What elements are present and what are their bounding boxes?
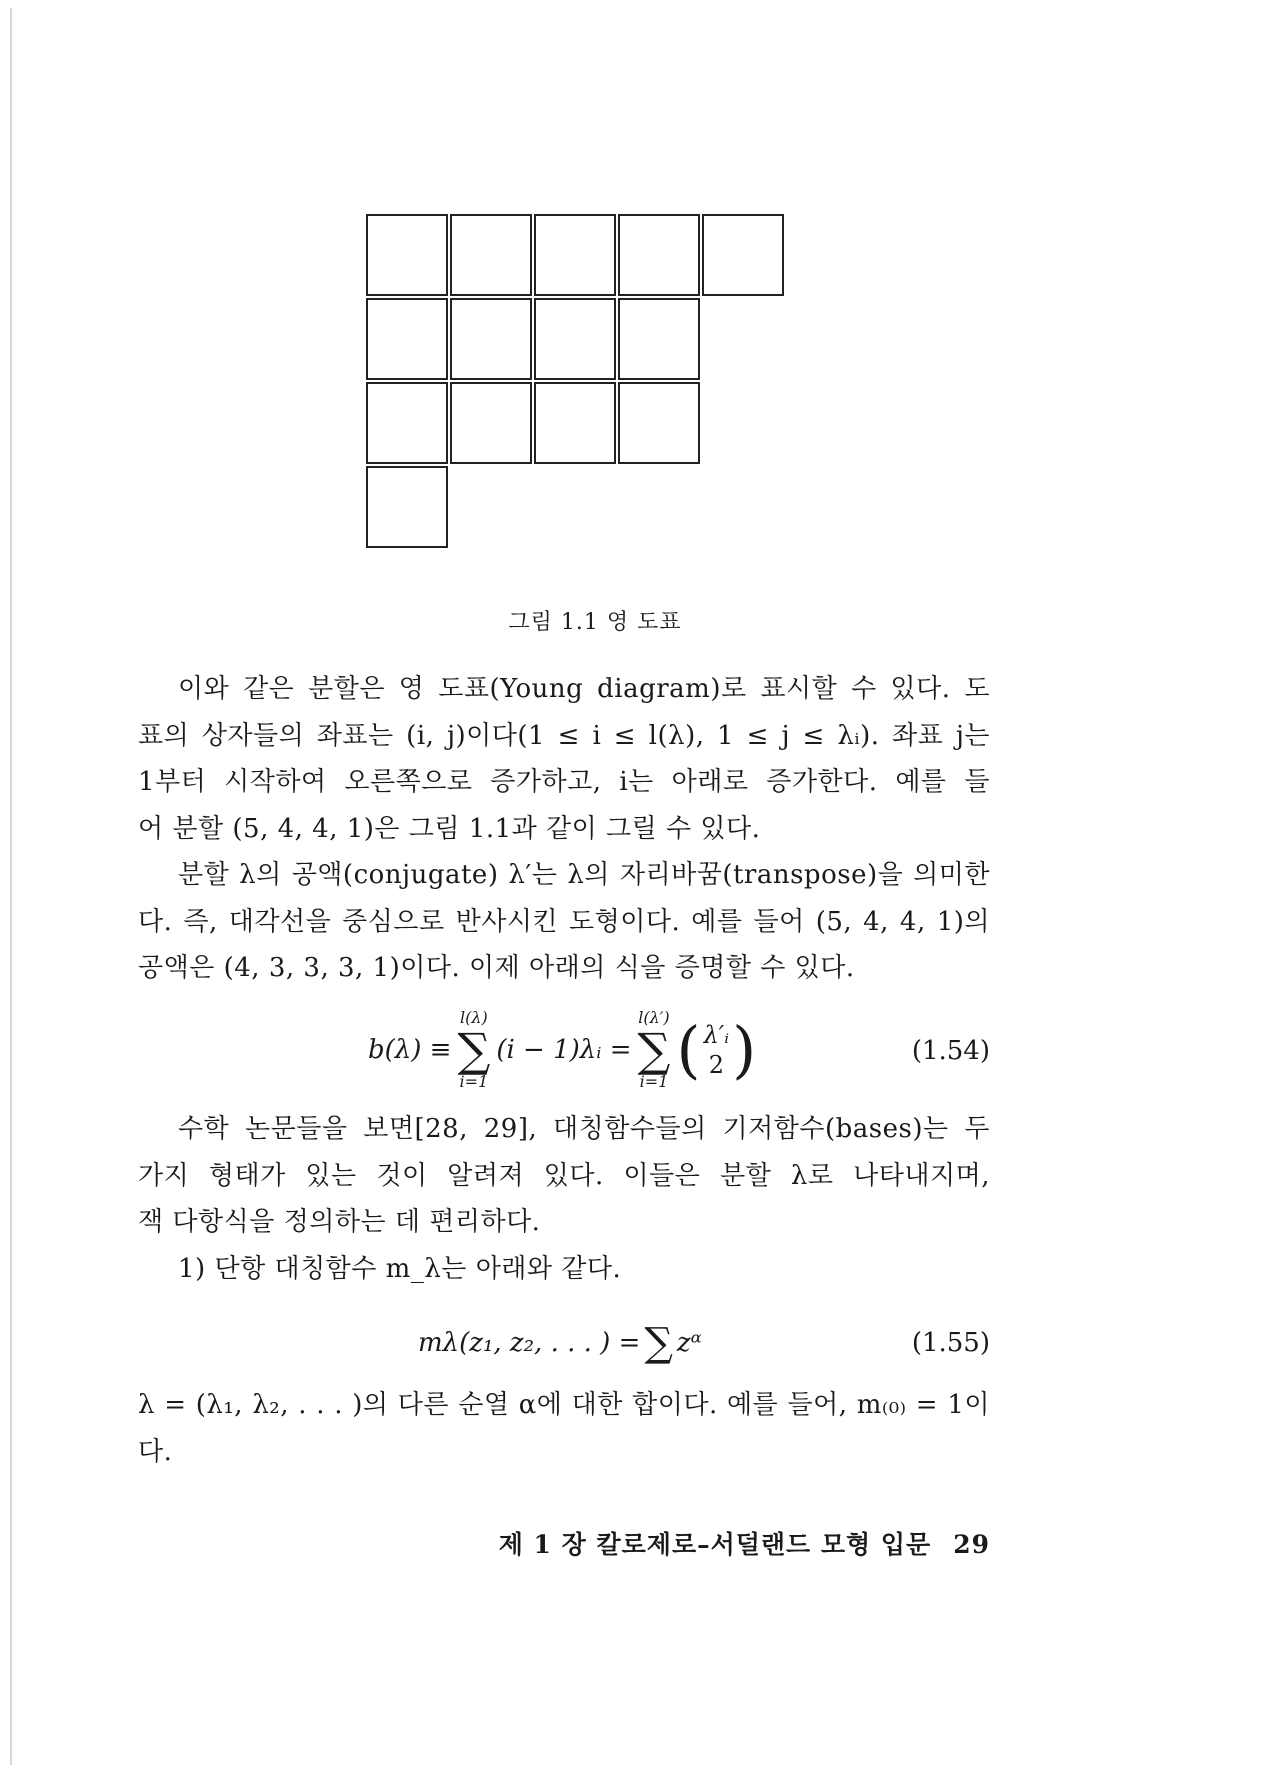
equation-1-54 [138,1000,990,1100]
text-line: 분할 λ의 공액(conjugate) λ′는 λ의 자리바꿈(transpose)을 의미한 [178,860,990,890]
equation-body [418,1318,702,1368]
binomial-bottom: 2 [708,1051,724,1079]
sum-lower-limit: i=1 [639,1072,669,1091]
sigma-icon: ∑ [644,1320,673,1366]
paragraph-sum-description [138,1382,990,1475]
paragraph-conjugate [138,852,990,992]
diagram-cell [366,466,448,548]
diagram-cell [534,298,616,380]
text-line: 다. [138,1436,173,1467]
diagram-cell [450,298,532,380]
eq-rhs: zᵅ [676,1328,702,1358]
sum-lower-limit: i=1 [459,1072,489,1091]
diagram-cell [534,382,616,464]
eq-lhs: mλ(z₁, z₂, . . . ) = [418,1328,641,1358]
summation [638,1009,671,1091]
diagram-cell [618,382,700,464]
diagram-cell [366,298,448,380]
binomial-top: λ′ᵢ [703,1021,730,1049]
diagram-cell [618,214,700,296]
right-paren-icon: ) [732,1013,757,1086]
eq-lhs: b(λ) ≡ [368,1035,452,1065]
text-line: λ = (λ₁, λ₂, . . . )의 다른 순열 α에 대한 합이다. 예를 들어, m₍₀₎ = 1이 [138,1390,990,1420]
equation-number: (1.55) [911,1328,990,1358]
diagram-cell [618,298,700,380]
text-line: 1부터 시작하여 오른쪽으로 증가하고, i는 아래로 증가한다. 예를 들 [138,767,990,797]
text-line: 어 분할 (5, 4, 4, 1)은 그림 1.1과 같이 그릴 수 있다. [138,813,761,844]
page-footer [138,1525,990,1561]
diagram-cell [450,214,532,296]
equation-number: (1.54) [911,1036,990,1066]
page-number: 29 [953,1530,990,1559]
diagram-cell [534,214,616,296]
sum-upper-limit: l(λ′) [638,1008,670,1027]
eq-term: (i − 1)λᵢ = [496,1035,632,1065]
chapter-title: 제 1 장 칼로제로–서덜랜드 모형 입문 [498,1530,932,1559]
text-line: 이와 같은 분할은 영 도표(Young diagram)로 표시할 수 있다. 도 [178,674,990,704]
paragraph-bases [138,1106,990,1246]
summation [457,1009,490,1091]
text-line: 1) 단항 대칭함수 m_λ는 아래와 같다. [178,1254,622,1284]
left-paren-icon: ( [676,1013,701,1086]
diagram-cell [366,214,448,296]
text-line: 공액은 (4, 3, 3, 3, 1)이다. 이제 아래의 식을 증명할 수 있다. [138,953,855,983]
text-line: 표의 상자들의 좌표는 (i, j)이다(1 ≤ i ≤ l(λ), 1 ≤ j ≤ λᵢ). 좌표 j는 [138,720,990,751]
text-line: 수학 논문들을 보면[28, 29], 대칭함수들의 기저함수(bases)는 두 [178,1114,990,1144]
binomial [676,1013,757,1086]
diagram-cell [366,382,448,464]
diagram-cell [702,214,784,296]
paragraph-monomial [138,1246,990,1293]
text-line: 가지 형태가 있는 것이 알려져 있다. 이들은 분할 λ로 나타내지며, [138,1160,990,1191]
sigma-icon: ∑ [457,1023,491,1077]
sum-upper-limit: l(λ) [460,1008,488,1027]
diagram-cell [450,382,532,464]
equation-1-55 [138,1318,990,1368]
text-line: 다. 즉, 대각선을 중심으로 반사시킨 도형이다. 예를 들어 (5, 4, 4, 1)의 [138,906,990,937]
paragraph-young-diagram [138,666,990,852]
figure-caption: 그림 1.1 영 도표 [508,610,682,635]
sigma-icon: ∑ [637,1023,671,1077]
equation-body [368,1000,756,1100]
text-line: 잭 다항식을 정의하는 데 편리하다. [138,1207,541,1237]
binomial-stack [704,1020,730,1080]
